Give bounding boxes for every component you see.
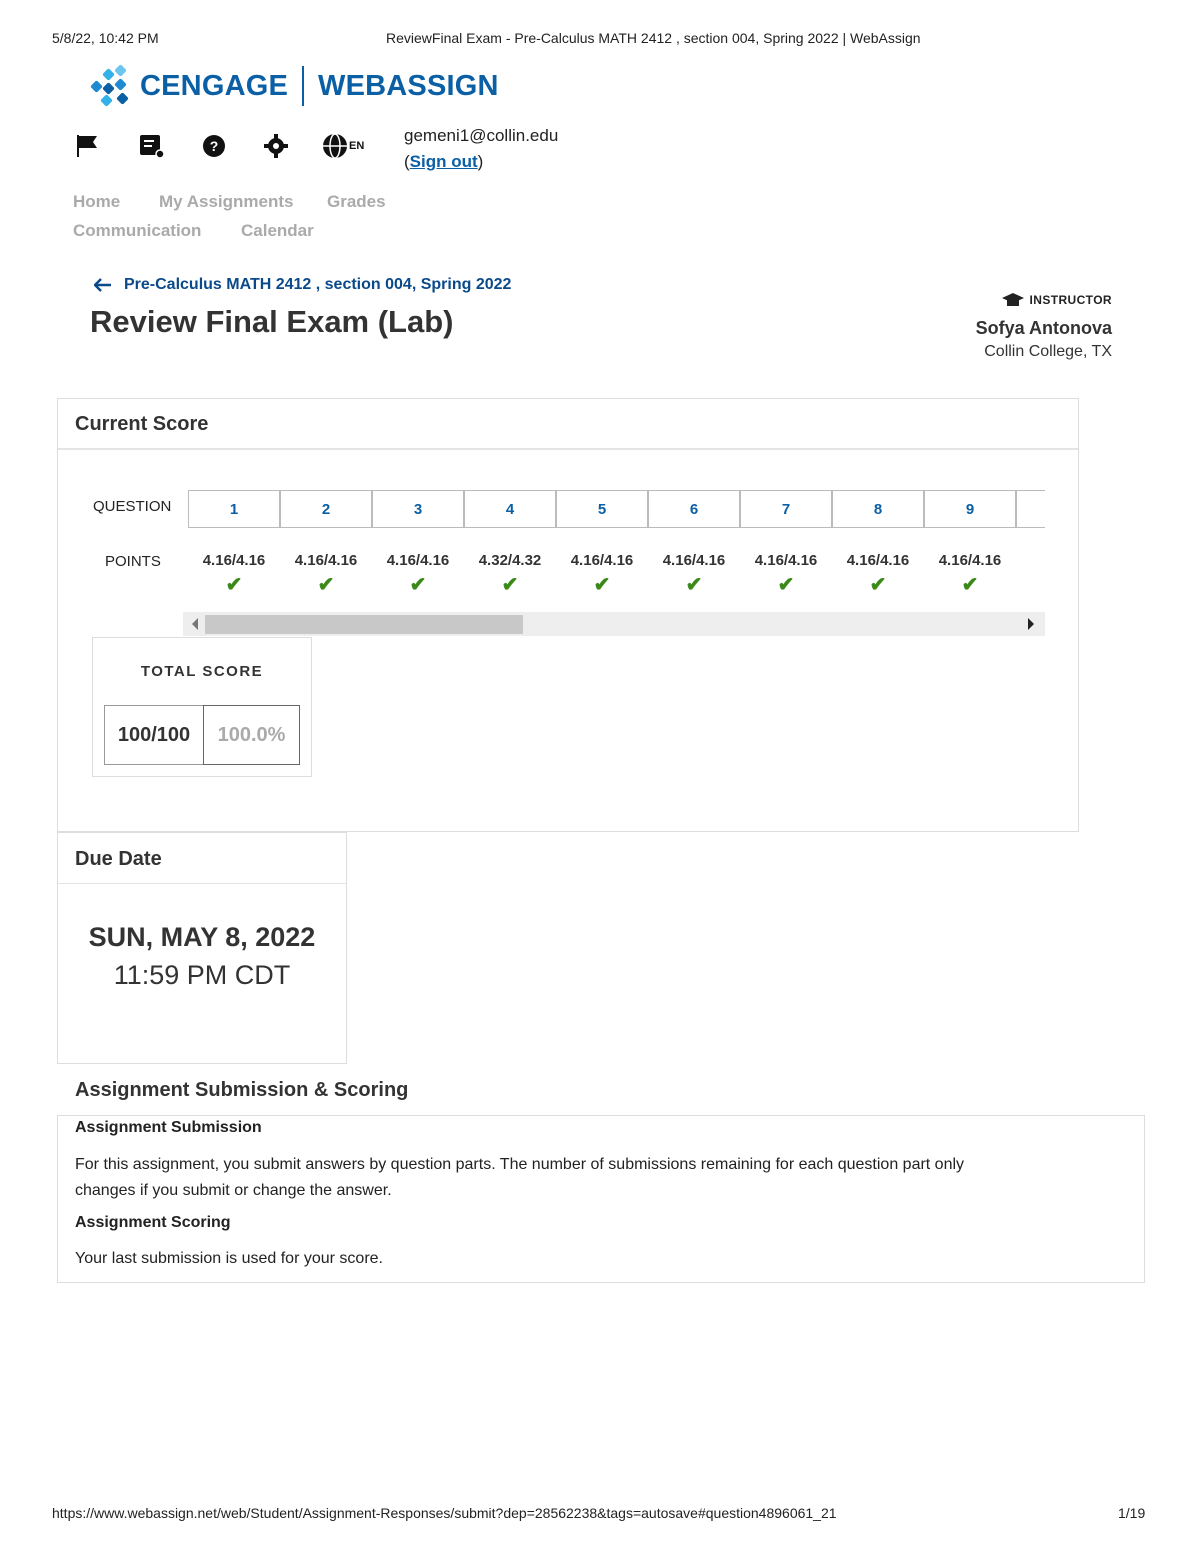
instructor-name: Sofya Antonova	[975, 318, 1112, 338]
due-time-value: 11:59 PM CDT	[113, 960, 291, 990]
question-4-button[interactable]: 4	[464, 490, 556, 528]
question-2-button[interactable]: 2	[280, 490, 372, 528]
help-icon[interactable]	[200, 132, 228, 160]
correct-check-icon: ✔	[409, 574, 427, 596]
signout-link[interactable]: Sign out	[409, 152, 478, 171]
question-5-button[interactable]: 5	[556, 490, 648, 528]
user-email: gemeni1@collin.edu	[404, 126, 559, 145]
cengage-logo-icon	[90, 64, 134, 108]
scroll-right-icon[interactable]	[1026, 617, 1036, 636]
due-date-value: SUN, MAY 8, 2022	[88, 922, 316, 952]
brand-webassign: WEBASSIGN	[318, 69, 499, 102]
question-6-points: 4.16/4.16	[662, 552, 726, 569]
submission-scoring-title: Assignment Submission & Scoring	[75, 1079, 409, 1101]
question-2-points: 4.16/4.16	[294, 552, 358, 569]
due-date-title: Due Date	[75, 848, 162, 870]
print-url: https://www.webassign.net/web/Student/Assignment-Responses/submit?dep=28562238&tags=autosave#question4896061_21	[52, 1505, 837, 1521]
language-code: EN	[349, 140, 365, 152]
correct-check-icon: ✔	[501, 574, 519, 596]
correct-check-icon: ✔	[869, 574, 887, 596]
total-score-value: 100/100	[104, 705, 204, 765]
print-page-number: 1/19	[1118, 1505, 1146, 1521]
question-8-button[interactable]: 8	[832, 490, 924, 528]
nav-grades[interactable]: Grades	[327, 192, 386, 211]
scrollbar-thumb[interactable]	[205, 615, 523, 634]
question-9-button[interactable]: 9	[924, 490, 1016, 528]
brand-cengage: CENGAGE	[140, 69, 289, 102]
cengage-webassign-logo[interactable]	[90, 64, 499, 108]
breadcrumb[interactable]	[94, 276, 511, 294]
nav-my-assignments[interactable]: My Assignments	[159, 192, 294, 211]
brand-divider	[302, 66, 304, 106]
panel-divider	[58, 448, 1078, 450]
question-row-label: QUESTION	[93, 498, 172, 515]
question-strip	[188, 490, 1045, 600]
signout-wrapper: (Sign out)	[404, 152, 484, 171]
submission-text-line-1: For this assignment, you submit answers by question parts. The number of submissions remaining for each question part only	[75, 1156, 965, 1173]
correct-check-icon: ✔	[777, 574, 795, 596]
submission-text-line-2: changes if you submit or change the answer.	[75, 1182, 392, 1199]
graduation-cap-icon	[1002, 293, 1024, 307]
correct-check-icon: ✔	[961, 574, 979, 596]
due-date-divider	[58, 883, 346, 884]
nav-home[interactable]: Home	[73, 192, 121, 211]
nav-calendar[interactable]: Calendar	[241, 221, 314, 240]
scoring-text: Your last submission is used for your score.	[75, 1250, 383, 1267]
question-5-points: 4.16/4.16	[570, 552, 634, 569]
question-7-button[interactable]: 7	[740, 490, 832, 528]
page-title: Review Final Exam (Lab)	[90, 304, 454, 339]
current-score-title: Current Score	[75, 413, 209, 435]
total-score-label: TOTAL SCORE	[140, 663, 264, 680]
scoring-heading: Assignment Scoring	[75, 1214, 231, 1231]
instructor-label	[1002, 293, 1112, 307]
question-next-button[interactable]	[1016, 490, 1045, 528]
question-7-points: 4.16/4.16	[754, 552, 818, 569]
question-3-points: 4.16/4.16	[386, 552, 450, 569]
language-icon[interactable]	[322, 132, 372, 160]
question-6-button[interactable]: 6	[648, 490, 740, 528]
correct-check-icon: ✔	[225, 574, 243, 596]
correct-check-icon: ✔	[593, 574, 611, 596]
instructor-label-text: INSTRUCTOR	[1029, 293, 1112, 307]
instructor-school: Collin College, TX	[984, 343, 1112, 360]
question-9-points: 4.16/4.16	[938, 552, 1002, 569]
print-datetime: 5/8/22, 10:42 PM	[52, 30, 159, 46]
print-page-title: ReviewFinal Exam - Pre-Calculus MATH 2412 , section 004, Spring 2022 | WebAssign	[386, 30, 921, 46]
correct-check-icon: ✔	[685, 574, 703, 596]
breadcrumb-course-link[interactable]: Pre-Calculus MATH 2412 , section 004, Spring 2022	[124, 276, 512, 293]
question-1-button[interactable]: 1	[188, 490, 280, 528]
submission-heading: Assignment Submission	[75, 1119, 262, 1136]
scroll-left-icon[interactable]	[190, 617, 200, 636]
nav-communication[interactable]: Communication	[73, 221, 202, 240]
notes-icon[interactable]	[138, 132, 166, 160]
correct-check-icon: ✔	[317, 574, 335, 596]
flag-icon[interactable]	[74, 132, 102, 160]
settings-icon[interactable]	[262, 132, 290, 160]
question-3-button[interactable]: 3	[372, 490, 464, 528]
total-score-percent: 100.0%	[203, 705, 300, 765]
question-8-points: 4.16/4.16	[846, 552, 910, 569]
back-arrow-icon	[94, 278, 112, 292]
question-1-points: 4.16/4.16	[202, 552, 266, 569]
svg-text:?: ?	[209, 138, 219, 154]
points-row-label: POINTS	[105, 553, 161, 570]
question-4-points: 4.32/4.32	[478, 552, 542, 569]
